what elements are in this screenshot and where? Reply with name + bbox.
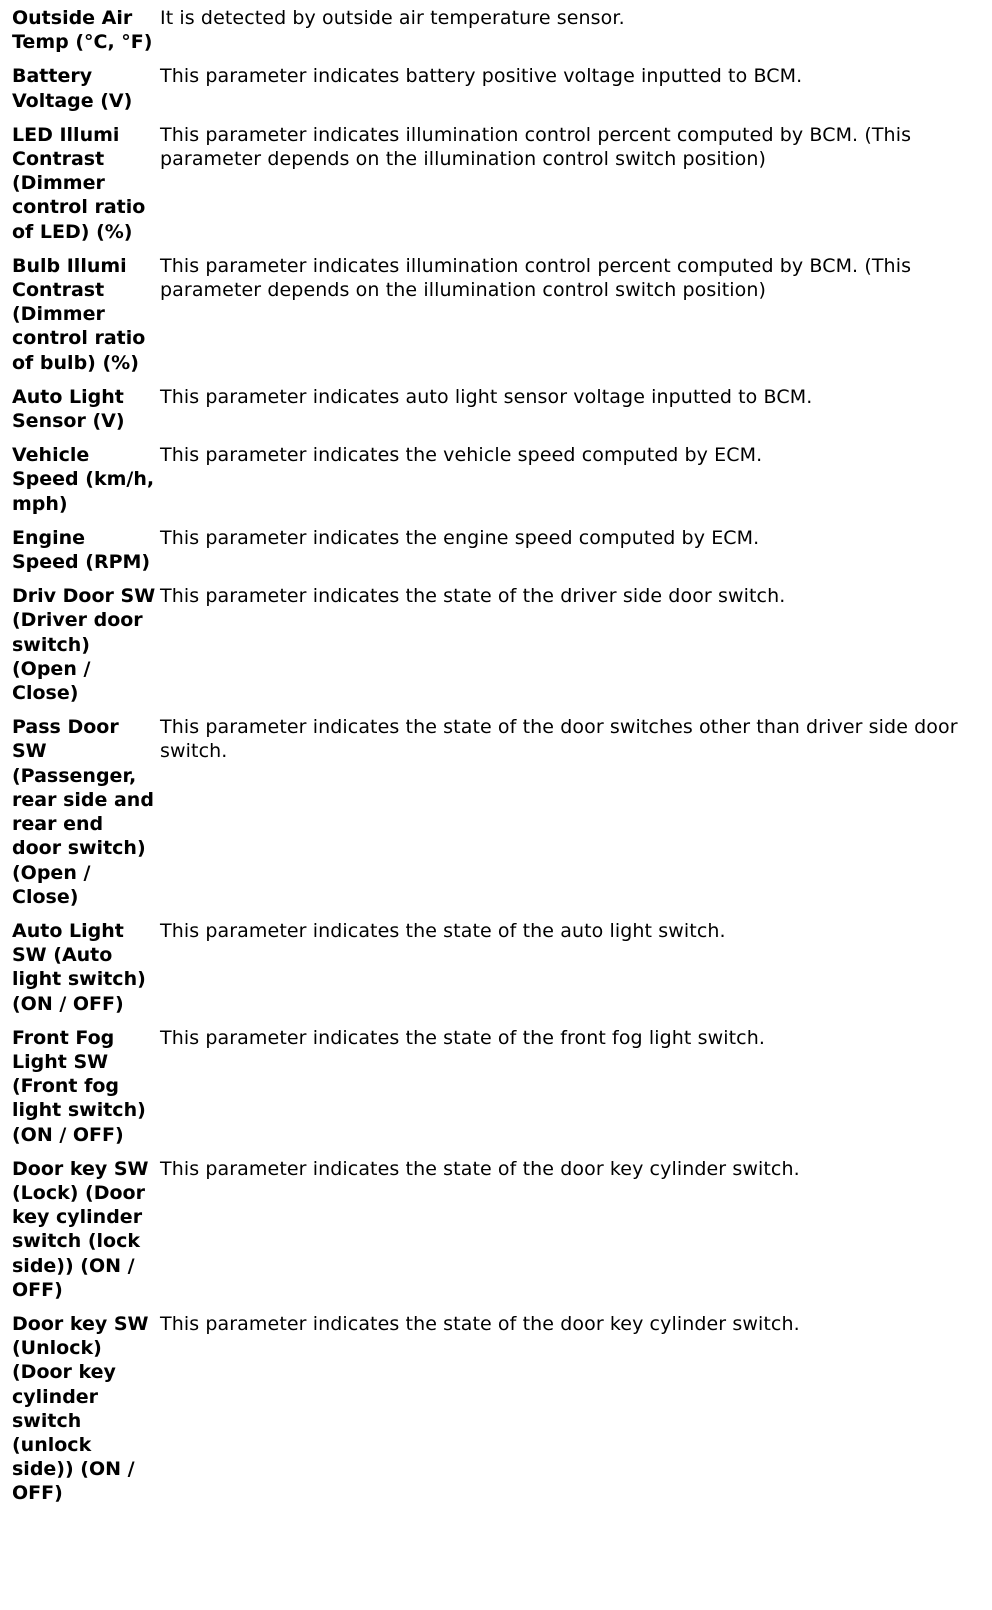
parameter-description: This parameter indicates the state of the door key cylinder switch. [160, 1312, 800, 1335]
table-row [12, 1157, 982, 1312]
table-row [12, 584, 982, 715]
table-row [12, 715, 982, 919]
parameter-description: This parameter indicates illumination control percent computed by BCM. (This parameter depends on the illumination control switch position) [160, 123, 912, 171]
parameter-name: Pass Door SW (Passenger, rear side and rear end door switch) (Open / Close) [12, 716, 154, 908]
parameter-description: This parameter indicates auto light sensor voltage inputted to BCM. [160, 385, 813, 408]
parameter-description: This parameter indicates the state of the auto light switch. [160, 919, 726, 942]
parameter-name: Door key SW (Lock) (Door key cylinder switch (lock side)) (ON / OFF) [12, 1157, 149, 1301]
parameter-name: Engine Speed (RPM) [12, 526, 151, 574]
table-row [12, 443, 982, 526]
table-row [12, 385, 982, 443]
parameter-description: This parameter indicates the state of the door switches other than driver side door switch. [160, 716, 958, 763]
parameter-name: Door key SW (Unlock) (Door key cylinder switch (unlock side)) (ON / OFF) [12, 1312, 149, 1505]
parameter-name: Battery Voltage (V) [12, 65, 133, 112]
parameter-description: This parameter indicates the state of the door key cylinder switch. [160, 1157, 800, 1180]
parameter-description: It is detected by outside air temperature sensor. [160, 7, 625, 29]
parameter-name: Bulb Illumi Contrast (Dimmer control ratio of bulb) (%) [12, 254, 146, 374]
parameter-description: This parameter indicates illumination control percent computed by BCM. (This parameter depends on the illumination control switch position) [160, 254, 912, 302]
parameter-name: Vehicle Speed (km/h, mph) [12, 444, 155, 515]
parameter-description: This parameter indicates the state of the driver side door switch. [160, 585, 786, 608]
parameter-name: Driv Door SW (Driver door switch) (Open / Close) [12, 585, 156, 705]
table-row [12, 1312, 982, 1516]
parameter-description: This parameter indicates battery positive voltage inputted to BCM. [160, 65, 803, 88]
parameter-table [12, 6, 982, 1516]
table-row [12, 1026, 982, 1157]
parameter-name: Outside Air Temp (°C, °F) [12, 7, 153, 54]
table-row [12, 64, 982, 122]
parameter-description: This parameter indicates the engine speed computed by ECM. [160, 526, 760, 549]
table-row [12, 919, 982, 1026]
table-row [12, 254, 982, 385]
parameter-name: Front Fog Light SW (Front fog light switch) (ON / OFF) [12, 1026, 146, 1146]
parameter-name: LED Illumi Contrast (Dimmer control ratio of LED) (%) [12, 123, 146, 243]
parameter-description: This parameter indicates the state of the front fog light switch. [160, 1026, 765, 1049]
parameter-name: Auto Light SW (Auto light switch) (ON / OFF) [12, 919, 146, 1015]
table-row [12, 526, 982, 584]
parameter-description: This parameter indicates the vehicle speed computed by ECM. [160, 444, 763, 467]
table-row [12, 123, 982, 254]
parameter-name: Auto Light Sensor (V) [12, 385, 125, 433]
table-row [12, 6, 982, 64]
